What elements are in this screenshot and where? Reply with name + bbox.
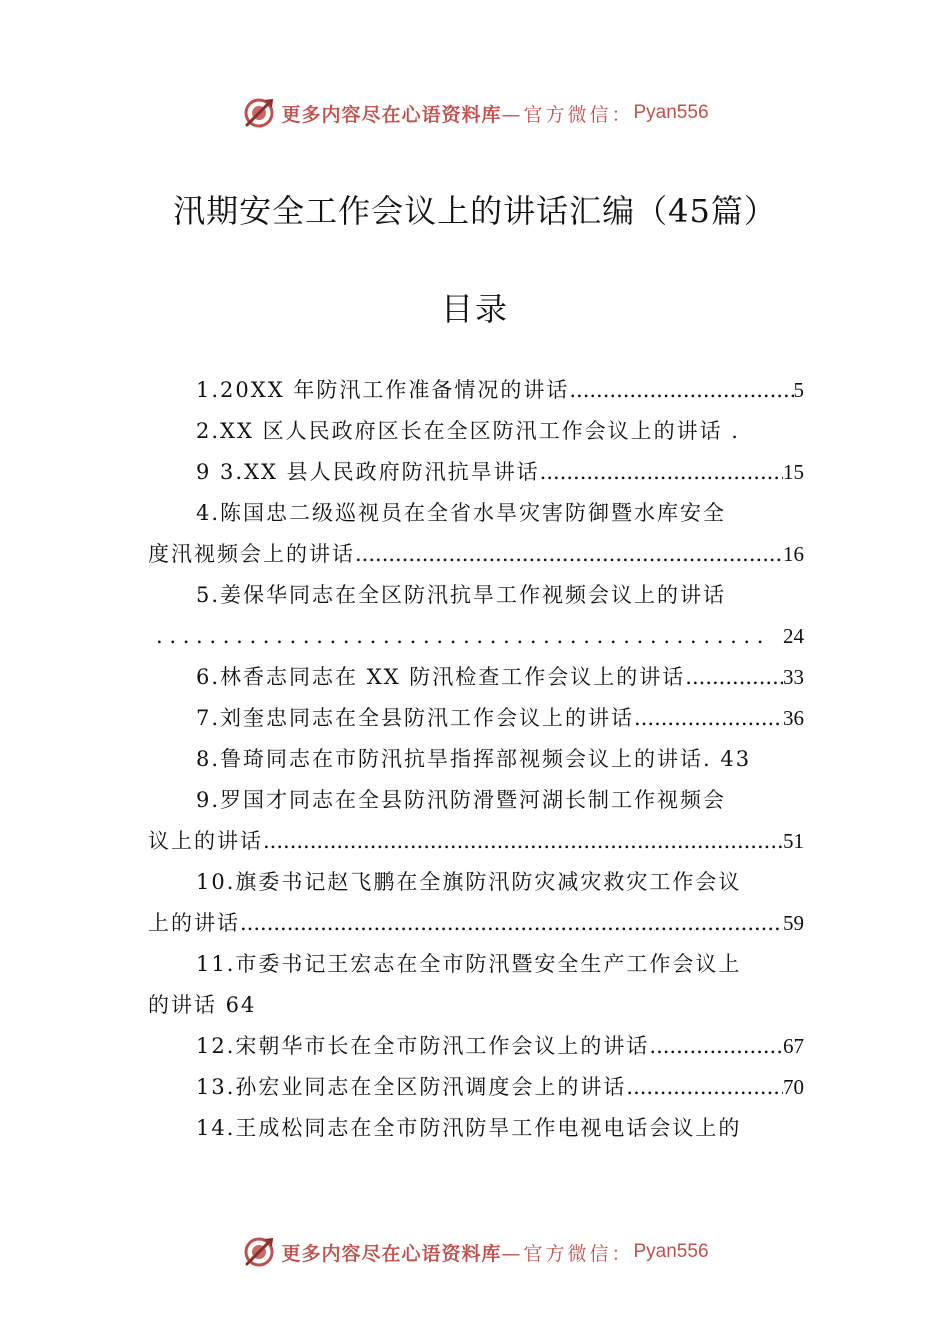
toc-line[interactable] bbox=[148, 616, 804, 657]
toc-line-text: 9.罗国才同志在全县防汛防滑暨河湖长制工作视频会 bbox=[196, 788, 727, 812]
toc-leader-dots bbox=[626, 1067, 783, 1108]
toc-line-text: 的讲话 64 bbox=[148, 993, 257, 1017]
toc-line-text: 5.姜保华同志在全区防汛抗旱工作视频会议上的讲话 bbox=[196, 583, 727, 607]
toc-line[interactable] bbox=[148, 739, 804, 780]
toc-leader-dots bbox=[156, 616, 771, 657]
toc-page-number: 33 bbox=[783, 665, 804, 689]
pen-seal-icon bbox=[241, 95, 277, 131]
footer-banner bbox=[0, 1232, 950, 1272]
toc-leader-dots bbox=[649, 1026, 783, 1067]
toc-line-text: 13.孙宏业同志在全区防汛调度会上的讲话 bbox=[196, 1075, 627, 1099]
toc-line[interactable] bbox=[148, 944, 804, 985]
toc-page-number: 59 bbox=[783, 911, 804, 935]
toc-leader-dots bbox=[634, 698, 783, 739]
toc-line[interactable] bbox=[148, 698, 804, 739]
pen-seal-icon bbox=[241, 1234, 277, 1270]
toc-line-text bbox=[148, 616, 156, 657]
toc-line-text: 度汛视频会上的讲话 bbox=[148, 542, 355, 566]
table-of-contents bbox=[148, 370, 804, 1149]
toc-line[interactable] bbox=[148, 657, 804, 698]
toc-line[interactable] bbox=[148, 862, 804, 903]
toc-line-text: 1.20XX 年防汛工作准备情况的讲话 bbox=[196, 378, 570, 402]
toc-leader-dots bbox=[263, 821, 783, 862]
toc-page-number: 15 bbox=[783, 460, 804, 484]
banner-text-library: 更多内容尽在心语资料库 bbox=[281, 103, 502, 126]
banner-text-account: Pyan556 bbox=[633, 1241, 709, 1262]
banner-text-wechat: —官方微信： bbox=[501, 1242, 634, 1265]
toc-line[interactable] bbox=[148, 534, 804, 575]
toc-line[interactable] bbox=[148, 493, 804, 534]
toc-line-text: 上的讲话 bbox=[148, 911, 240, 935]
toc-line[interactable] bbox=[148, 903, 804, 944]
toc-line-text: 11.市委书记王宏志在全市防汛暨安全生产工作会议上 bbox=[196, 952, 742, 976]
banner-text-account: Pyan556 bbox=[633, 102, 709, 123]
toc-line[interactable] bbox=[148, 452, 804, 493]
header-banner bbox=[0, 93, 950, 133]
toc-line[interactable] bbox=[148, 821, 804, 862]
toc-leader-dots bbox=[685, 657, 783, 698]
toc-page-number: 67 bbox=[783, 1034, 804, 1058]
toc-page-number: 70 bbox=[783, 1075, 804, 1099]
toc-page-number: 36 bbox=[783, 706, 804, 730]
toc-line-text: 12.宋朝华市长在全市防汛工作会议上的讲话 bbox=[196, 1034, 650, 1058]
toc-line[interactable] bbox=[148, 1108, 804, 1149]
toc-line-text: 8.鲁琦同志在市防汛抗旱指挥部视频会议上的讲话. 43 bbox=[196, 747, 752, 771]
toc-page-number: 51 bbox=[783, 829, 804, 853]
toc-page-number: 24 bbox=[783, 624, 804, 648]
toc-heading: 目录 bbox=[440, 290, 509, 328]
toc-line-text: 7.刘奎忠同志在全县防汛工作会议上的讲话 bbox=[196, 706, 635, 730]
toc-line-text: 10.旗委书记赵飞鹏在全旗防汛防灾减灾救灾工作会议 bbox=[196, 870, 742, 894]
document-title: 汛期安全工作会议上的讲话汇编（45篇） bbox=[173, 192, 777, 230]
toc-line[interactable] bbox=[148, 575, 804, 616]
toc-page-number: 5 bbox=[793, 378, 804, 402]
toc-line-text: 9 3.XX 县人民政府防汛抗旱讲话 bbox=[196, 460, 540, 484]
toc-line-text: 6.林香志同志在 XX 防汛检查工作会议上的讲话 bbox=[196, 665, 686, 689]
toc-line[interactable] bbox=[148, 411, 804, 452]
toc-leader-dots bbox=[540, 452, 783, 493]
toc-line[interactable] bbox=[148, 370, 804, 411]
toc-line[interactable] bbox=[148, 1026, 804, 1067]
toc-line-text: 14.王成松同志在全市防汛防旱工作电视电话会议上的 bbox=[196, 1116, 742, 1140]
toc-line-text: 议上的讲话 bbox=[148, 829, 263, 853]
toc-line[interactable] bbox=[148, 780, 804, 821]
toc-leader-dots bbox=[355, 534, 783, 575]
toc-line-text: 2.XX 区人民政府区长在全区防汛工作会议上的讲话 . bbox=[196, 419, 740, 443]
toc-leader-dots bbox=[240, 903, 783, 944]
banner-text-wechat: —官方微信： bbox=[501, 103, 634, 126]
banner-text-library: 更多内容尽在心语资料库 bbox=[281, 1242, 502, 1265]
toc-leader-dots bbox=[569, 370, 793, 411]
toc-page-number: 16 bbox=[783, 542, 804, 566]
toc-line-text: 4.陈国忠二级巡视员在全省水旱灾害防御暨水库安全 bbox=[196, 501, 727, 525]
toc-line[interactable] bbox=[148, 1067, 804, 1108]
toc-line[interactable] bbox=[148, 985, 804, 1026]
